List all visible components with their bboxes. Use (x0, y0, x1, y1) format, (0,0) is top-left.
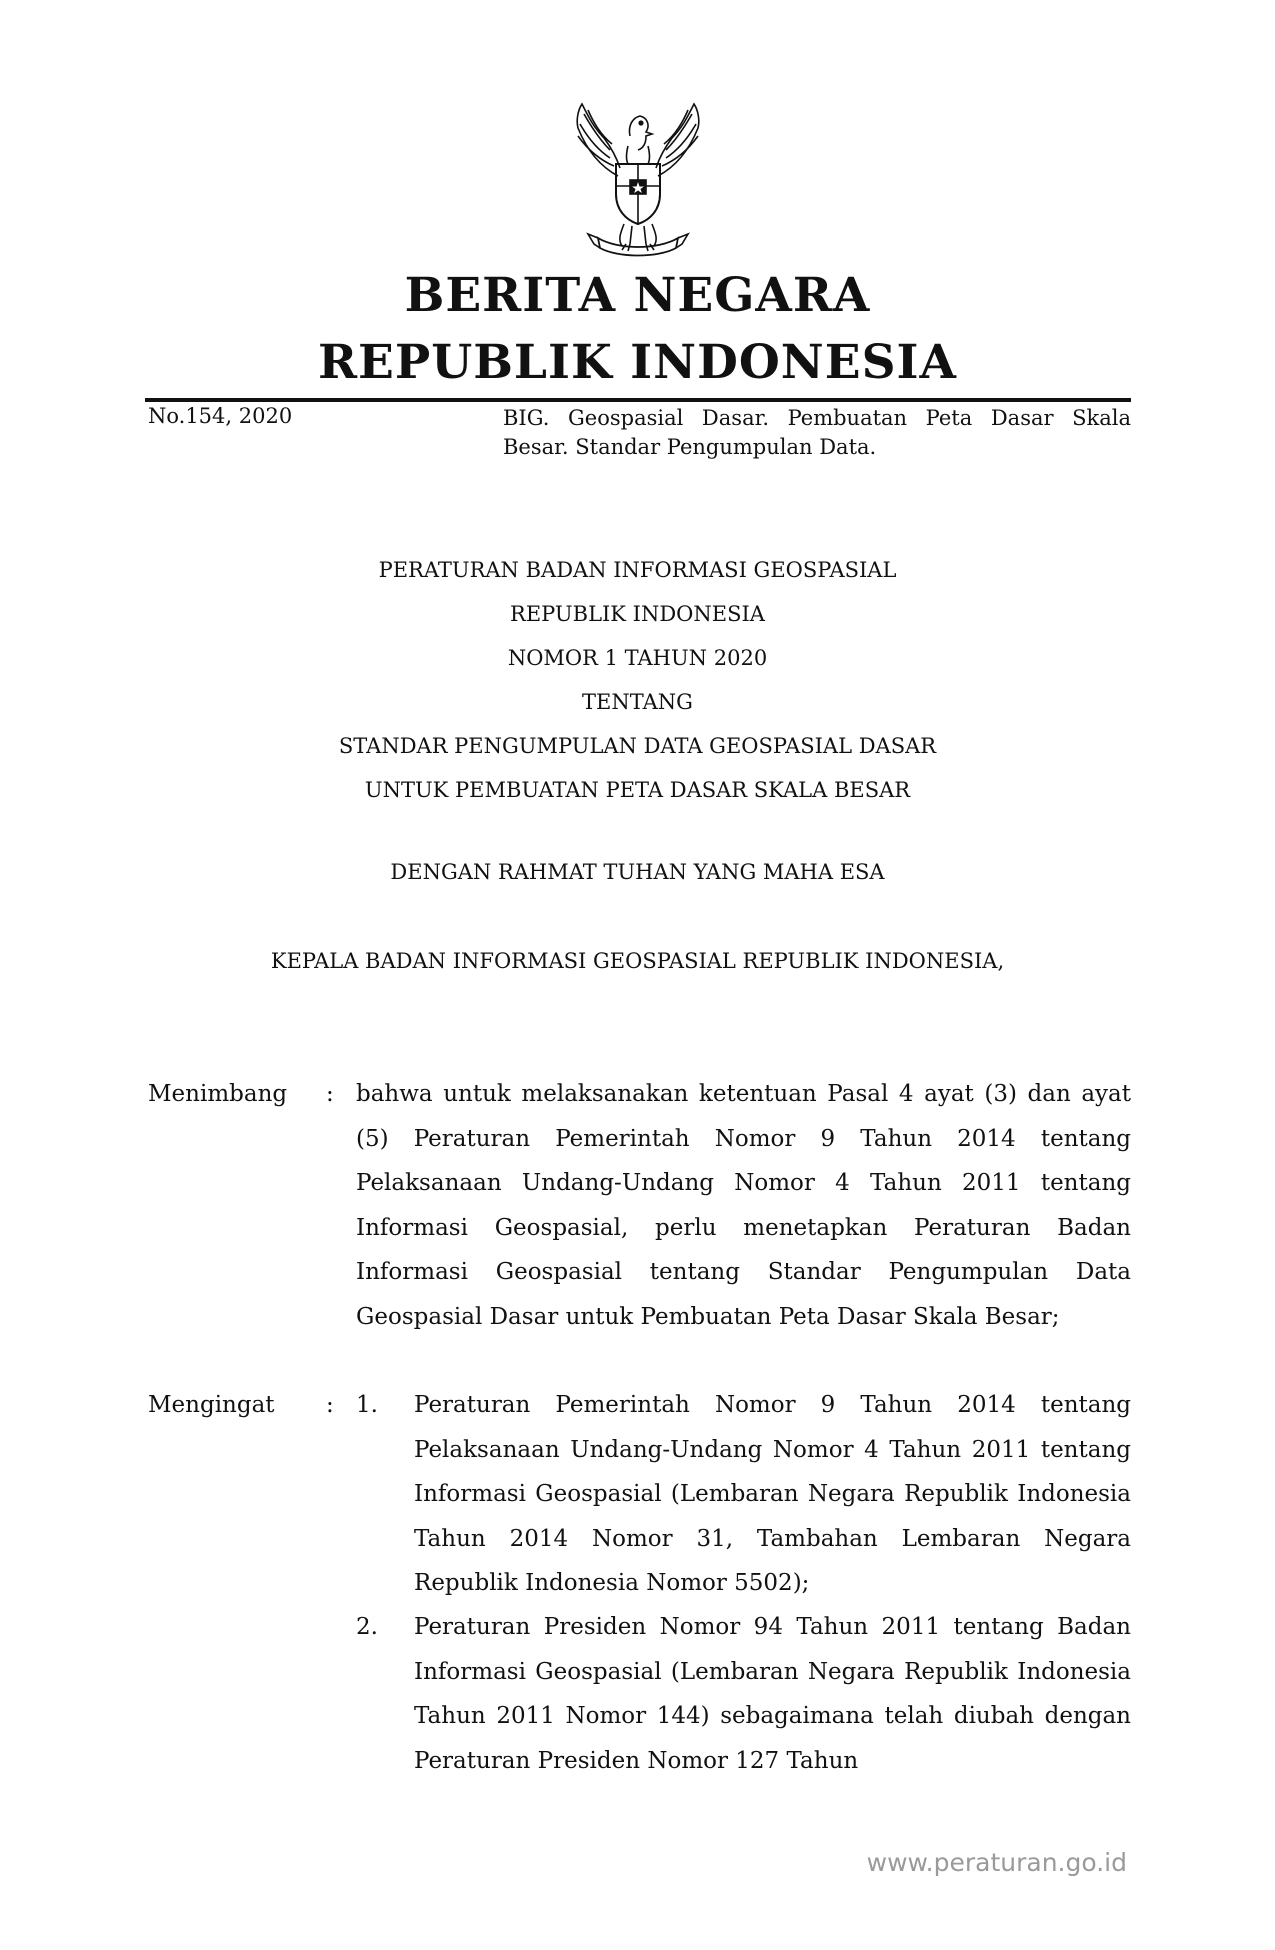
clause-label: Menimbang (148, 1081, 288, 1107)
list-item-text: Peraturan Pemerintah Nomor 9 Tahun 2014 tentang Pelaksanaan Undang-Undang Nomor 4 Tahun 2011 tentang Informasi Geospasial (Lembaran Negara Republik Indonesia Tahun 2014 Nomor 31, Tambahan Lembaran Negara Republik Indonesia Nomor 5502); (414, 1392, 1131, 1596)
clause-text: bahwa untuk melaksanakan ketentuan Pasal 4 ayat (3) dan ayat (5) Peraturan Pemerintah Nomor 9 Tahun 2014 tentang Pelaksanaan Undang-Undang Nomor 4 Tahun 2011 tentang Informasi Geospasial, perlu menetapkan Peraturan Badan Informasi Geospasial tentang Standar Pengumpulan Data Geospasial Dasar untuk Pembuatan Peta Dasar Skala Besar; (356, 1081, 1131, 1330)
title-line: REPUBLIK INDONESIA (510, 602, 765, 626)
gazette-description: BIG. Geospasial Dasar. Pembuatan Peta Dasar Skala Besar. Standar Pengumpulan Data. (503, 406, 1131, 459)
garuda-emblem-icon (548, 98, 728, 260)
clause-colon: : (326, 1081, 334, 1107)
list-item-number: 2. (356, 1614, 378, 1640)
list-item-number: 1. (356, 1392, 378, 1418)
masthead-title: BERITA NEGARA (404, 268, 871, 323)
masthead-subtitle: REPUBLIK INDONESIA (317, 335, 957, 390)
title-line: PERATURAN BADAN INFORMASI GEOSPASIAL (378, 558, 897, 582)
title-line: STANDAR PENGUMPULAN DATA GEOSPASIAL DASAR (338, 734, 937, 758)
clause-colon: : (326, 1392, 334, 1418)
list-item-text: Peraturan Presiden Nomor 94 Tahun 2011 tentang Badan Informasi Geospasial (Lembaran Negara Republik Indonesia Tahun 2011 Nomor 144) sebagaimana telah diubah dengan Peraturan Presiden Nomor 127 Tahun (414, 1614, 1131, 1774)
title-line: TENTANG (582, 690, 693, 714)
source-url: www.peraturan.go.id (866, 1848, 1127, 1877)
clause-label: Mengingat (148, 1392, 275, 1418)
regulation-title (0, 548, 1275, 812)
masthead-divider (145, 398, 1131, 402)
title-line: NOMOR 1 TAHUN 2020 (507, 646, 768, 670)
title-line: UNTUK PEMBUATAN PETA DASAR SKALA BESAR (364, 778, 911, 802)
opening-phrase: DENGAN RAHMAT TUHAN YANG MAHA ESA (390, 860, 885, 884)
gazette-number: No.154, 2020 (148, 404, 293, 428)
issuing-official: KEPALA BADAN INFORMASI GEOSPASIAL REPUBLIK INDONESIA, (270, 949, 1005, 973)
